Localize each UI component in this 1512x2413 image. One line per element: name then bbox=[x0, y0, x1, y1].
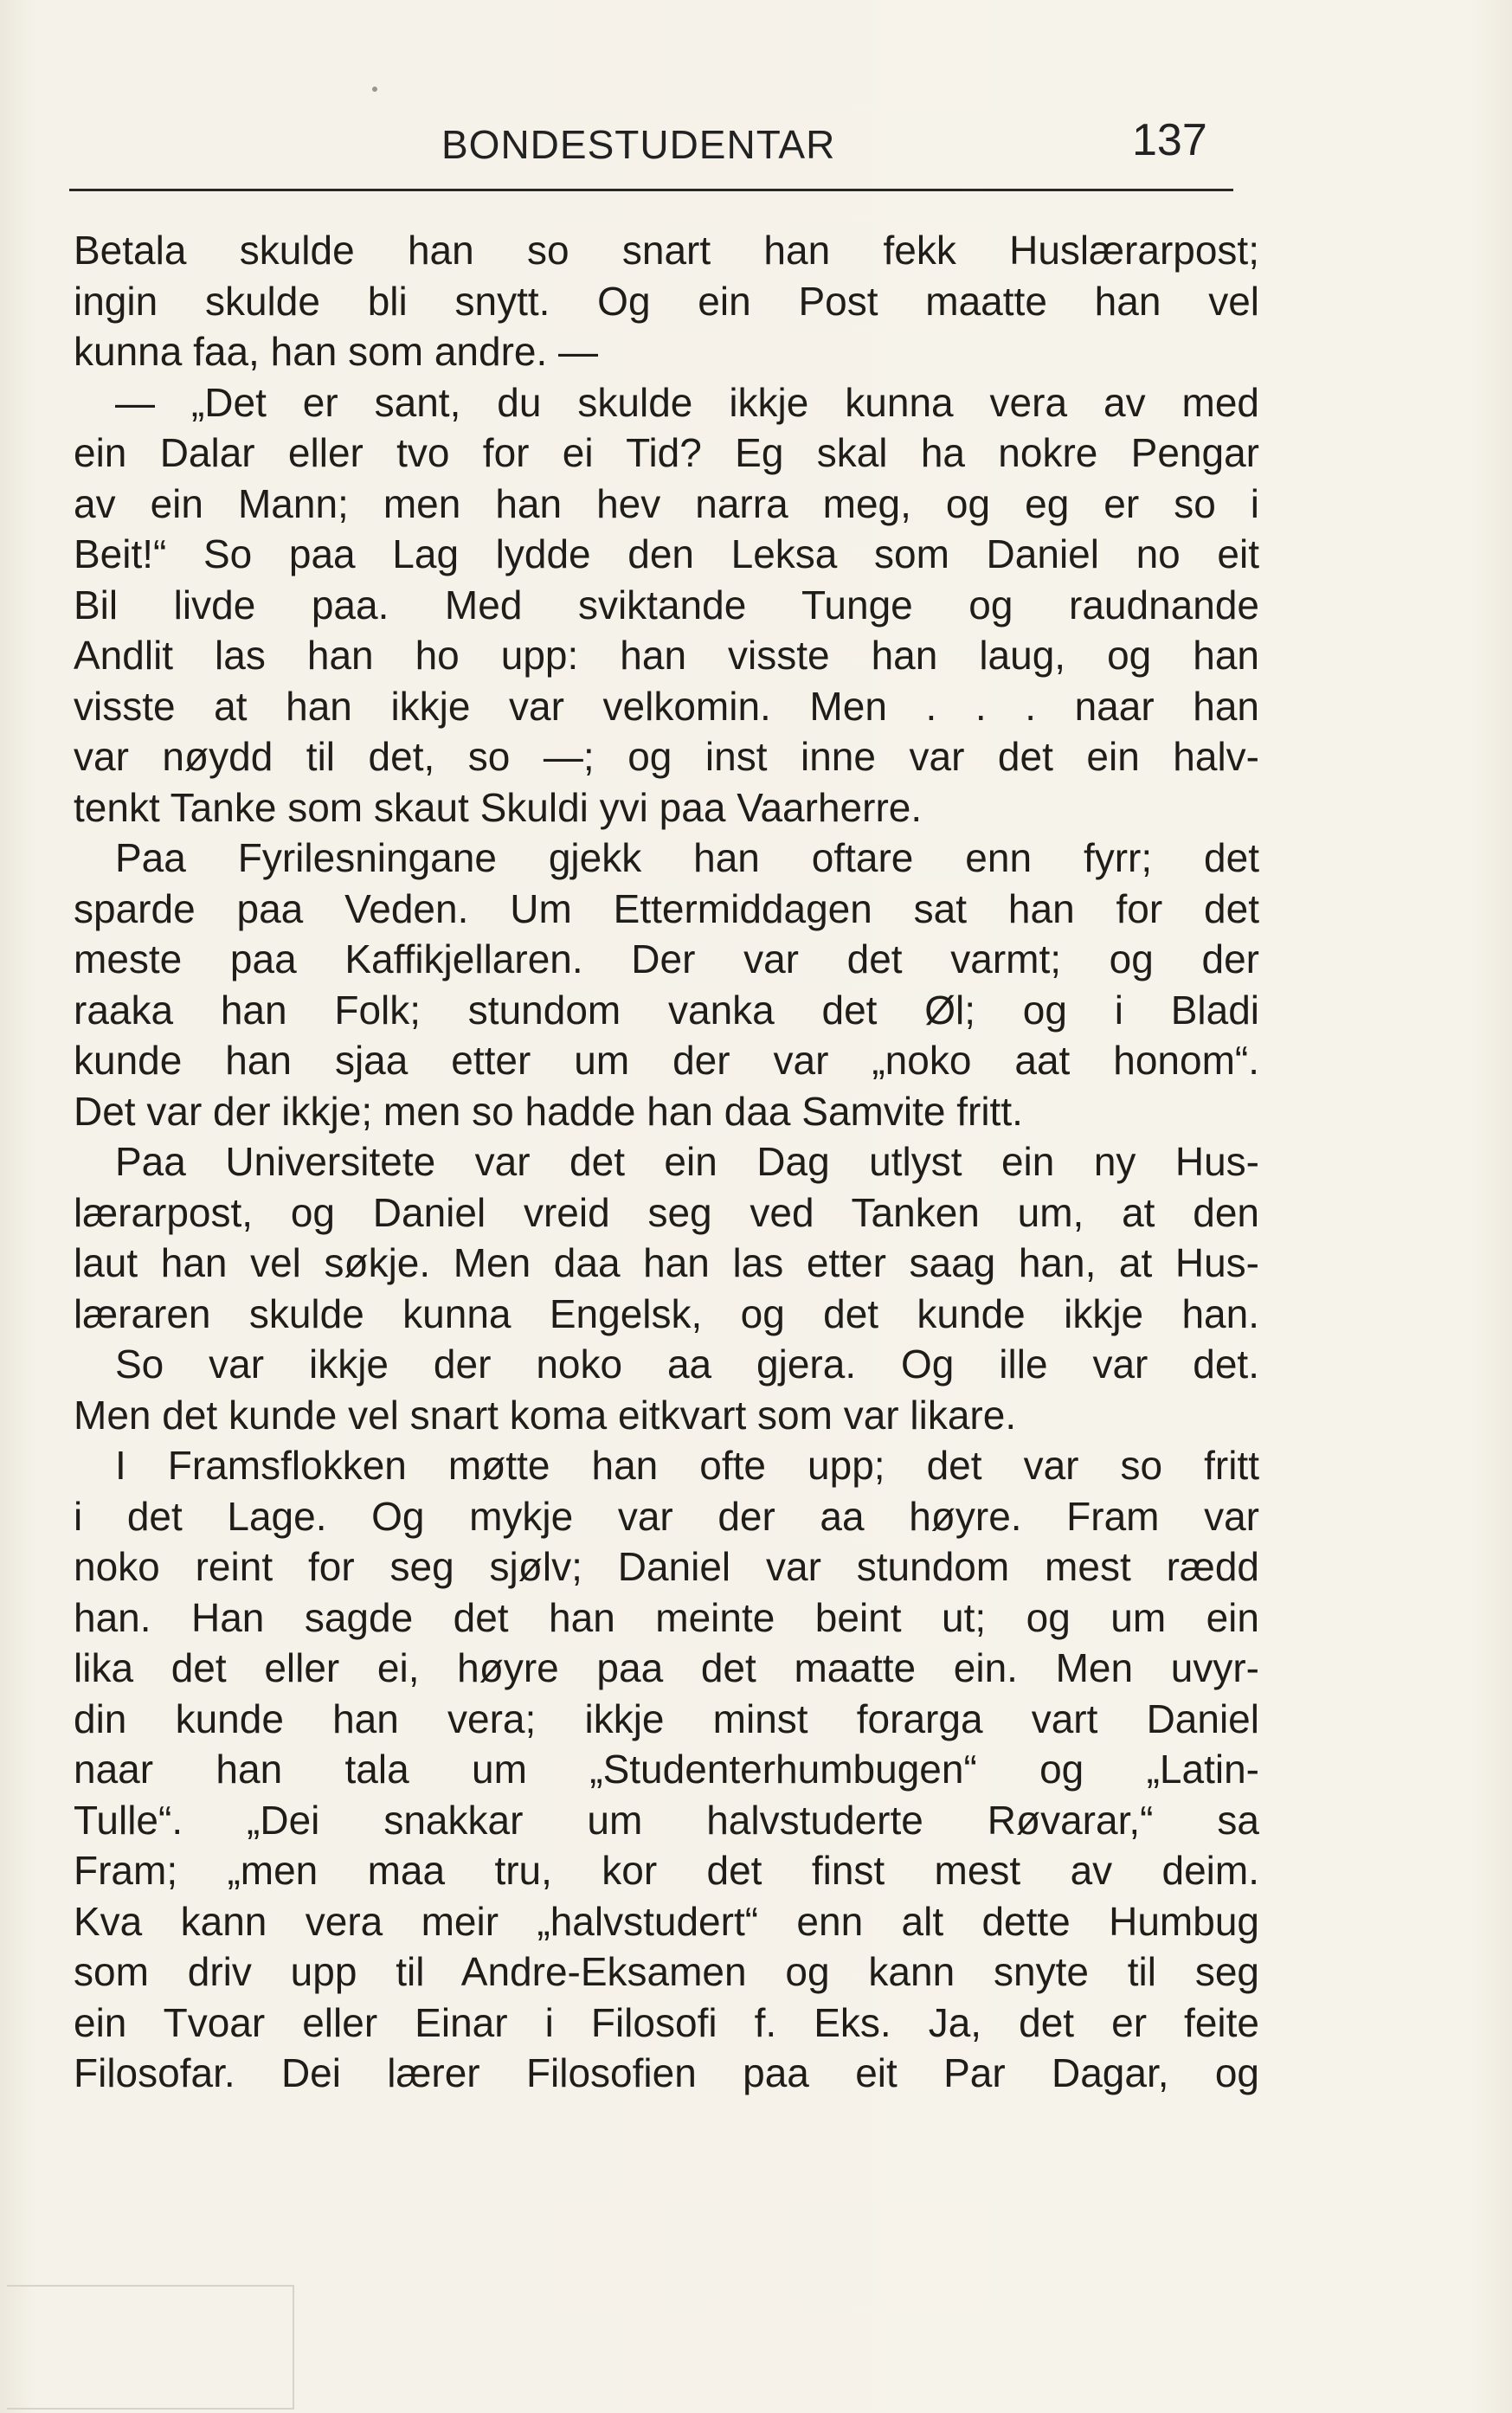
text-line: var nøydd til det, so —; og inst inne var det ein halv- bbox=[74, 734, 1259, 779]
text-line: Betala skulde han so snart han fekk Huslærarpost; bbox=[74, 228, 1259, 273]
text-line: kunna faa, han som andre. — bbox=[74, 329, 599, 374]
page-header bbox=[69, 113, 1233, 190]
paper-speck bbox=[372, 87, 377, 92]
text-line: tenkt Tanke som skaut Skuldi yvi paa Vaarherre. bbox=[74, 784, 923, 830]
text-line: lærarpost, og Daniel vreid seg ved Tanken um, at den bbox=[74, 1189, 1259, 1235]
text-line: — „Det er sant, du skulde ikkje kunna vera av med bbox=[115, 379, 1259, 425]
text-line: Det var der ikkje; men so hadde han daa Samvite fritt. bbox=[74, 1088, 1023, 1134]
text-line: Men det kunde vel snart koma eitkvart som var likare. bbox=[74, 1392, 1017, 1438]
text-line: visste at han ikkje var velkomin. Men . . . naar han bbox=[74, 683, 1259, 729]
text-line: lika det eller ei, høyre paa det maatte ein. Men uvyr- bbox=[74, 1645, 1259, 1690]
text-line: sparde paa Veden. Um Ettermiddagen sat han for det bbox=[74, 885, 1259, 931]
text-line: Bil livde paa. Med sviktande Tunge og raudnande bbox=[74, 582, 1259, 627]
text-line: naar han tala um „Studenterhumbugen“ og „Latin- bbox=[74, 1747, 1259, 1792]
text-line: ein Tvoar eller Einar i Filosofi f. Eks. Ja, det er feite bbox=[74, 1999, 1259, 2045]
text-line: laut han vel søkje. Men daa han las etter saag han, at Hus- bbox=[74, 1240, 1259, 1285]
body-text bbox=[74, 225, 1259, 2099]
text-line: din kunde han vera; ikkje minst forarga vart Daniel bbox=[74, 1696, 1259, 1741]
library-stamp-frame bbox=[7, 2285, 294, 2410]
header-rule bbox=[69, 189, 1233, 191]
text-line: raaka han Folk; stundom vanka det Øl; og i Bladi bbox=[74, 987, 1259, 1033]
text-line: ingin skulde bli snytt. Og ein Post maatte han vel bbox=[74, 278, 1259, 324]
text-line: Beit!“ So paa Lag lydde den Leksa som Daniel no eit bbox=[74, 531, 1259, 576]
text-line: i det Lage. Og mykje var der aa høyre. Fram var bbox=[74, 1493, 1259, 1539]
text-line: Andlit las han ho upp: han visste han laug, og han bbox=[74, 633, 1259, 678]
text-line: Tulle“. „Dei snakkar um halvstuderte Røvarar,“ sa bbox=[74, 1797, 1259, 1843]
text-line: Kva kann vera meir „halvstudert“ enn alt dette Humbug bbox=[74, 1898, 1259, 1944]
text-line: Paa Universitete var det ein Dag utlyst ein ny Hus- bbox=[115, 1139, 1259, 1184]
text-line: noko reint for seg sjølv; Daniel var stundom mest rædd bbox=[74, 1544, 1259, 1589]
text-line: som driv upp til Andre-Eksamen og kann snyte til seg bbox=[74, 1949, 1259, 1994]
text-line: I Framsflokken møtte han ofte upp; det var so fritt bbox=[115, 1443, 1259, 1488]
text-line: kunde han sjaa etter um der var „noko aat honom“. bbox=[74, 1038, 1259, 1083]
text-line: av ein Mann; men han hev narra meg, og eg er so i bbox=[74, 480, 1259, 526]
text-line: meste paa Kaffikjellaren. Der var det varmt; og der bbox=[74, 936, 1259, 981]
running-title: BONDESTUDENTAR bbox=[441, 122, 836, 167]
text-line: Paa Fyrilesningane gjekk han oftare enn fyrr; det bbox=[115, 835, 1259, 880]
page-number: 137 bbox=[1132, 115, 1207, 165]
text-line: Fram; „men maa tru, kor det finst mest av deim. bbox=[74, 1848, 1259, 1893]
text-line: ein Dalar eller tvo for ei Tid? Eg skal ha nokre Pengar bbox=[74, 430, 1259, 475]
text-line: Filosofar. Dei lærer Filosofien paa eit Par Dagar, og bbox=[74, 2050, 1259, 2095]
text-line: han. Han sagde det han meinte beint ut; og um ein bbox=[74, 1594, 1259, 1640]
text-line: læraren skulde kunna Engelsk, og det kunde ikkje han. bbox=[74, 1290, 1259, 1336]
text-line: So var ikkje der noko aa gjera. Og ille var det. bbox=[115, 1342, 1259, 1387]
